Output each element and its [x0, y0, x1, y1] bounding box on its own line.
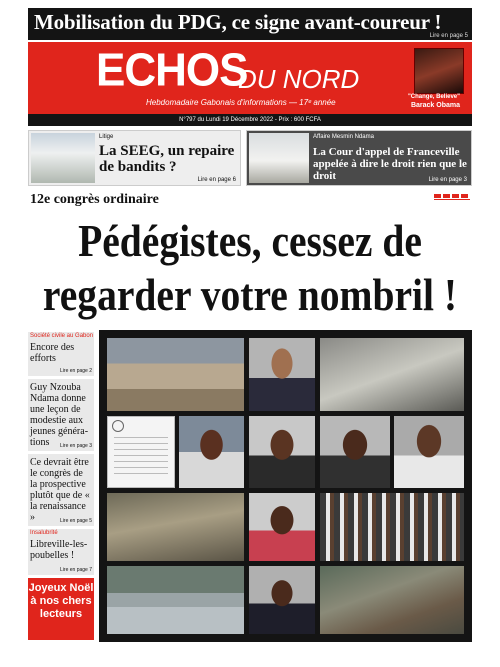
rubric-underline [434, 199, 470, 200]
sidebar-kicker: Société civile au Gabon [30, 333, 94, 339]
lead-headline-line-2[interactable]: regarder votre nombril ! [42, 269, 458, 320]
teaser-page-ref: Lire en page 3 [428, 177, 467, 183]
masthead-tagline: Hebdomadaire Gabonais d'informations — 17ᵉ année [146, 98, 336, 107]
sidebar-title: Ce devrait être le congrès de la prospective plutôt que de « la renaissance » [30, 457, 90, 523]
photo-portrait-woman [179, 416, 244, 488]
photo-garbage-street [107, 338, 244, 411]
photo-flood [107, 566, 244, 634]
photo-erosion [107, 493, 244, 561]
sidebar-page-ref: Lire en page 5 [60, 518, 92, 524]
sidebar-story-congres[interactable] [28, 454, 94, 526]
teaser-photo [249, 133, 309, 183]
teaser-kicker: Litige [99, 134, 114, 140]
photo-slum [320, 566, 464, 634]
quote-author: Barack Obama [410, 102, 460, 109]
sidebar-story-insalubrite[interactable] [28, 529, 94, 575]
masthead [28, 42, 472, 114]
sidebar-story-nzouba-ndama[interactable] [28, 379, 94, 451]
christmas-line-1: Joyeux Noël [28, 582, 94, 594]
teaser-photo [31, 133, 95, 183]
logo-main: ECHOS [96, 44, 248, 97]
sidebar-title: Libreville-les-poubelles ! [30, 539, 88, 561]
sidebar-title: Guy Nzouba Ndama donne une leçon de modestie aux jeunes généra-tions [30, 382, 89, 448]
photo-collage [99, 330, 472, 642]
teaser-title: La SEEG, un repaire de bandits ? [99, 143, 235, 175]
rubric-decoration [434, 194, 470, 198]
lead-rubric: 12e congrès ordinaire [30, 192, 159, 207]
photo-collapsed-road [320, 338, 464, 411]
christmas-line-2: à nos chers [30, 595, 92, 607]
sidebar-page-ref: Lire en page 7 [60, 567, 92, 573]
photo-portrait-man-glasses [249, 566, 315, 634]
teaser-seeg[interactable] [28, 130, 241, 186]
christmas-line-3: lecteurs [39, 608, 83, 620]
photo-portrait-woman-2 [320, 416, 390, 488]
photo-portrait-woman-glasses [249, 416, 315, 488]
teaser-page-ref: Lire en page 6 [197, 177, 236, 183]
teaser-title: La Cour d'appel de Franceville appelée à dire le droit rien que le droit [313, 146, 467, 182]
lead-headline-line-1[interactable]: Pédégistes, cessez de [78, 215, 422, 266]
top-banner-headline: Mobilisation du PDG, ce signe avant-coureur ! [34, 10, 442, 34]
photo-congress-crowd [320, 493, 464, 561]
quote-text: "Change, Believe" [407, 94, 460, 100]
photo-portrait-man [249, 338, 315, 411]
logo-sub: DU NORD [238, 64, 360, 94]
teaser-mesmin-ndama[interactable] [246, 130, 472, 186]
photo-portrait-man-2 [394, 416, 464, 488]
obama-portrait [414, 48, 464, 94]
issue-info-bar: N°797 du Lundi 19 Décembre 2022 - Prix : 600 FCFA [28, 114, 472, 126]
sidebar-page-ref: Lire en page 3 [60, 443, 92, 449]
document-seal-icon [112, 420, 124, 432]
sidebar-page-ref: Lire en page 2 [60, 368, 92, 374]
sidebar-kicker: Insalubrité [30, 530, 58, 536]
teaser-kicker: Affaire Mesmin Ndama [313, 134, 374, 140]
sidebar-story-societe-civile[interactable] [28, 332, 94, 376]
sidebar-title: Encore des efforts [30, 342, 75, 364]
top-banner-page-ref: Lire en page 5 [429, 33, 468, 39]
top-banner[interactable] [28, 8, 472, 40]
photo-document [107, 416, 175, 488]
christmas-greeting-box [28, 578, 94, 640]
photo-portrait-woman-red [249, 493, 315, 561]
